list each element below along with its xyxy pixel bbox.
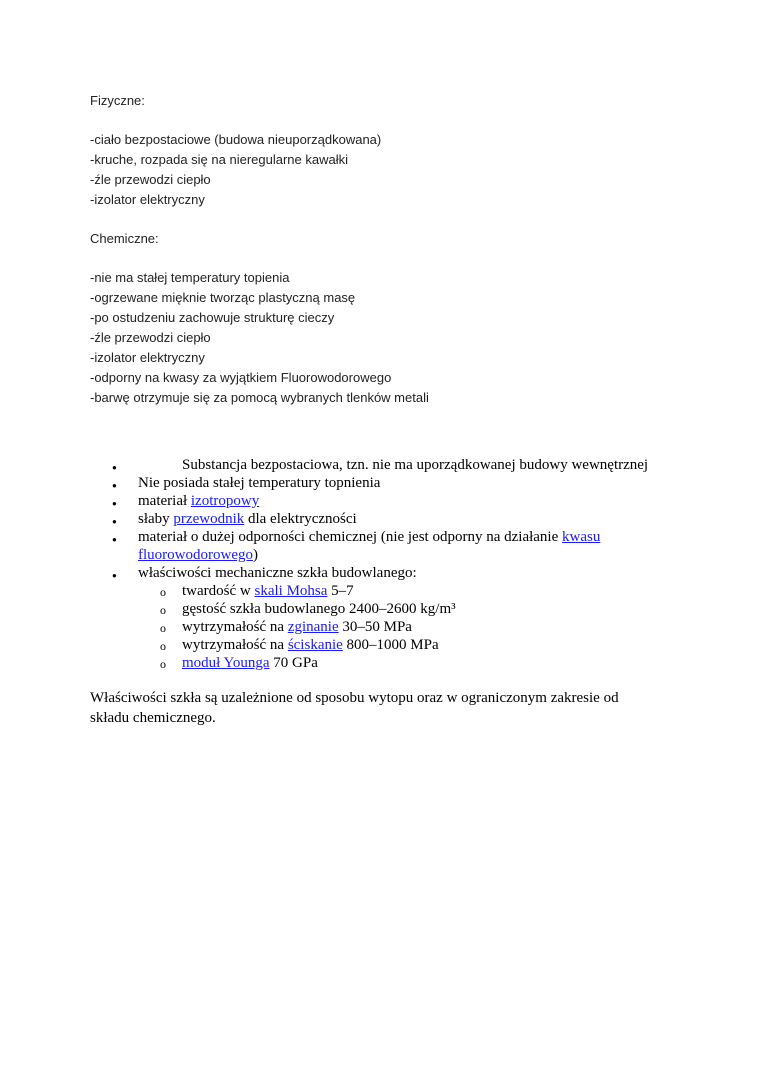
sub-bullet-item	[182, 636, 439, 654]
bullet-item-continuation	[138, 546, 258, 564]
bullet-text: słaby	[138, 511, 174, 527]
fizyczne-item: -izolator elektryczny	[90, 192, 205, 207]
bullet-marker: ●	[112, 517, 117, 526]
link-izotropowy[interactable]: izotropowy	[190, 493, 260, 509]
chemiczne-item: -źle przewodzi ciepło	[90, 330, 211, 345]
bullet-item: Substancja bezpostaciowa, tzn. nie ma uporządkowanej budowy wewnętrznej	[182, 457, 649, 473]
sub-bullet-item	[182, 582, 354, 600]
link-modul-younga[interactable]: moduł Younga	[182, 655, 270, 671]
bullet-item	[138, 492, 259, 510]
sub-bullet-text: wytrzymałość na	[182, 619, 288, 635]
summary-line: Właściwości szkła są uzależnione od sposobu wytopu oraz w ograniczonym zakresie od	[90, 690, 619, 706]
bullet-item	[138, 510, 357, 528]
bullet-item: właściwości mechaniczne szkła budowlanego:	[138, 565, 417, 581]
chemiczne-item: -ogrzewane mięknie tworząc plastyczną masę	[90, 290, 356, 305]
fizyczne-item: -źle przewodzi ciepło	[90, 172, 211, 187]
sub-bullet-text: twardość w	[182, 583, 255, 599]
fizyczne-item: -kruche, rozpada się na nieregularne kawałki	[90, 152, 348, 167]
chemiczne-item: -izolator elektryczny	[90, 350, 205, 365]
sub-bullet-text: 800–1000 MPa	[342, 637, 439, 653]
sub-bullet-text: 70 GPa	[269, 655, 318, 671]
bullet-item	[138, 528, 600, 546]
sub-bullet-marker: o	[160, 585, 166, 599]
chemiczne-item: -barwę otrzymuje się za pomocą wybranych tlenków metali	[90, 390, 429, 405]
sub-bullet-item	[182, 654, 318, 672]
bullet-text: dla elektryczności	[244, 511, 357, 527]
sub-bullet-item: gęstość szkła budowlanego 2400–2600 kg/m³	[182, 601, 456, 617]
link-zginanie[interactable]: zginanie	[287, 619, 339, 635]
bullet-marker: ●	[112, 499, 117, 508]
heading-chemiczne: Chemiczne:	[90, 231, 159, 246]
link-sciskanie[interactable]: ściskanie	[287, 637, 343, 653]
bullet-text: )	[252, 547, 258, 563]
sub-bullet-marker: o	[160, 621, 166, 635]
bullet-marker: ●	[112, 571, 117, 580]
summary-line: składu chemicznego.	[90, 710, 216, 726]
link-przewodnik[interactable]: przewodnik	[173, 511, 245, 527]
sub-bullet-marker: o	[160, 657, 166, 671]
sub-bullet-item	[182, 618, 412, 636]
fizyczne-item: -ciało bezpostaciowe (budowa nieuporządkowana)	[90, 132, 382, 147]
chemiczne-item: -nie ma stałej temperatury topienia	[90, 270, 290, 285]
heading-fizyczne: Fizyczne:	[90, 93, 145, 108]
sub-bullet-text: wytrzymałość na	[182, 637, 288, 653]
chemiczne-item: -odporny na kwasy za wyjątkiem Fluorowodorowego	[90, 370, 392, 385]
chemiczne-item: -po ostudzeniu zachowuje strukturę cieczy	[90, 310, 335, 325]
link-fluorowodorowego[interactable]: fluorowodorowego	[138, 547, 253, 563]
bullet-item: Nie posiada stałej temperatury topnienia	[138, 475, 381, 491]
bullet-marker: ●	[112, 535, 117, 544]
sub-bullet-marker: o	[160, 603, 166, 617]
bullet-marker: ●	[112, 463, 117, 472]
link-kwasu[interactable]: kwasu	[562, 529, 601, 545]
bullet-text: materiał o dużej odporności chemicznej (nie jest odporny na działanie	[138, 529, 563, 545]
sub-bullet-text: 5–7	[327, 583, 354, 599]
link-skali-mohsa[interactable]: skali Mohsa	[254, 583, 328, 599]
sub-bullet-marker: o	[160, 639, 166, 653]
bullet-text: materiał	[138, 493, 191, 509]
sub-bullet-text: 30–50 MPa	[338, 619, 412, 635]
bullet-marker: ●	[112, 481, 117, 490]
